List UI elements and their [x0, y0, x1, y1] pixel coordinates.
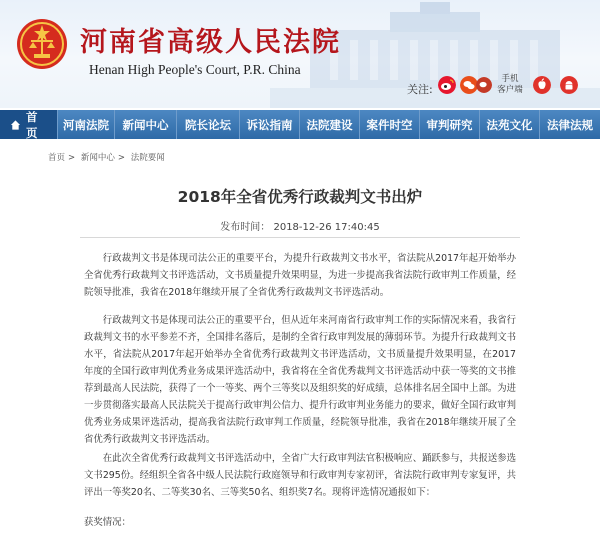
court-emblem-icon — [16, 18, 68, 70]
site-subtitle: Henan High People's Court, P.R. China — [89, 62, 301, 77]
apple-icon[interactable] — [533, 76, 551, 94]
nav-item-president-forum[interactable]: 院长论坛 — [177, 110, 240, 139]
nav-item-case-spacetime[interactable]: 案件时空 — [360, 110, 420, 139]
nav-item-litigation-guide[interactable]: 诉讼指南 — [240, 110, 300, 139]
mobile-client-link[interactable]: 手机 客户端 — [497, 74, 523, 95]
nav-home[interactable]: 首页 — [0, 110, 58, 139]
publish-time: 发布时间： 2018-12-26 17:40:45 — [220, 222, 380, 233]
breadcrumb: 首页 > 新闻中心 > 法院要闻 — [48, 153, 165, 163]
nav-item-laws-regulations[interactable]: 法律法规 — [547, 117, 593, 132]
article-paragraph: 在此次全省优秀行政裁判文书评选活动中，全省广大行政审判法官积极响应、踊跃参与，共报送参选文书295份。经组织全省各中级人民法院行政庭领导和行政审判专家初评，省法院行政审判专家复评，共评出一等奖20名、二等奖30名、三等奖50名、组织奖7名。现将评选情况通报如下： — [84, 453, 516, 498]
nav-item-court-culture[interactable]: 法苑文化 — [480, 110, 540, 139]
nav-item-court-building[interactable]: 法院建设 — [300, 110, 360, 139]
breadcrumb-news-center[interactable]: 新闻中心 — [80, 153, 115, 163]
site-header — [0, 0, 600, 108]
article-paragraph: 行政裁判文书是体现司法公正的重要平台，为提升行政裁判文书水平，省法院从2017年起开始举办全省优秀行政裁判文书评选活动，文书质量提升效果明显，为进一步提高我省法院行政审判工作质量，经院领导批准，我省在2018年继续开展了全省优秀行政裁判文书评选活动。 — [84, 253, 516, 298]
nav-item-news-center[interactable]: 新闻中心 — [115, 110, 177, 139]
nav-item-trial-research[interactable]: 审判研究 — [420, 110, 480, 139]
home-icon — [10, 119, 21, 131]
article-title: 2018年全省优秀行政裁判文书出炉 — [177, 188, 423, 206]
nav-item-henan-courts[interactable]: 河南法院 — [58, 110, 115, 139]
wechat-icon[interactable] — [476, 77, 492, 93]
breadcrumb-home[interactable]: 首页 — [48, 153, 66, 163]
android-icon[interactable] — [560, 76, 578, 94]
article-paragraph: 行政裁判文书是体现司法公正的重要平台，但从近年来河南省行政审判工作的实际情况来看，我省行政裁判文书的水平参差不齐，全国排名落后，是制约全省行政审判发展的薄弱环节。为提升行政裁判文书水平，省法院从2017年起开始举办全省优秀行政裁判文书评选活动，文书质量提升效果明显，在2017年度的全国行政审判优秀业务成果评选活动中，我省将在全省优秀裁判文书评选活动中获一等奖的文书推荐到最高人民法院，获得了一个一等奖、两个三等奖以及组织奖的好成绩，总体排名居全国中上部。为进一步贯彻落实最高人民法院关于提高行政审判公信力、提升行政审判业务能力的要求，做好全国行政审判优秀业务成果评选活动，提高我省法院行政审判工作质量，经院领导批准，我省在2018年继续开展了全省优秀行政裁判文书评选活动。 — [84, 315, 516, 445]
awards-label: 获奖情况： — [84, 517, 131, 528]
site-title: 河南省高级人民法院 — [80, 27, 341, 58]
divider — [80, 237, 520, 238]
follow-label: 关注: — [407, 83, 433, 96]
breadcrumb-court-news[interactable]: 法院要闻 — [130, 153, 165, 163]
main-nav — [0, 110, 600, 139]
weibo-icon[interactable] — [438, 76, 456, 94]
